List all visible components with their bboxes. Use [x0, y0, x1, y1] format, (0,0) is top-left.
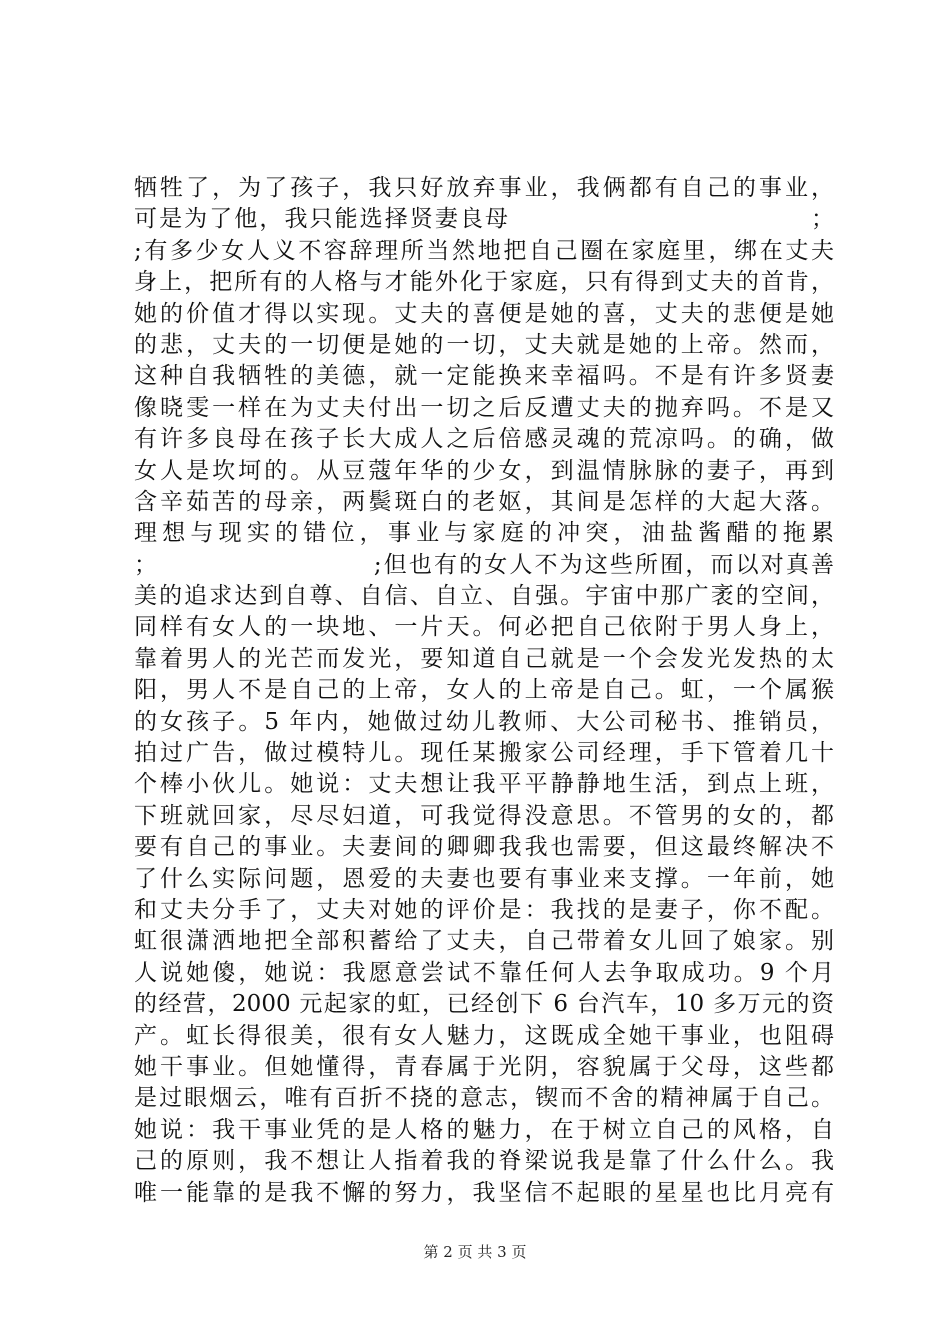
text-line: 她说：我干事业凭的是人格的魅力，在于树立自己的风格，自 [134, 1116, 834, 1143]
text-line: 身上，把所有的人格与才能外化于家庭，只有得到丈夫的首肯， [134, 269, 834, 296]
text-line: 拍过广告，做过模特儿。现任某搬家公司经理，手下管着几十 [134, 740, 834, 767]
text-line: 同样有女人的一块地、一片天。何必把自己依附于男人身上， [134, 614, 834, 641]
text-line: 要有自己的事业。夫妻间的卿卿我我也需要，但这最终解决不 [134, 834, 834, 861]
text-line: 个棒小伙儿。她说：丈夫想让我平平静静地生活，到点上班， [134, 771, 834, 798]
text-line: 含辛茹苦的母亲，两鬓斑白的老妪，其间是怎样的大起大落。 [134, 488, 834, 515]
text-line: 有许多良母在孩子长大成人之后倍感灵魂的荒凉吗。的确，做 [134, 426, 834, 453]
text-line: 产。虹长得很美，很有女人魅力，这既成全她干事业，也阻碍 [134, 1022, 834, 1049]
text-line: ;有多少女人义不容辞理所当然地把自己圈在家庭里，绑在丈夫 [134, 237, 834, 264]
text-line: 了什么实际问题，恩爱的夫妻也要有事业来支撑。一年前，她 [134, 865, 834, 892]
text-line: 虹很潇洒地把全部积蓄给了丈夫，自己带着女儿回了娘家。别 [134, 928, 834, 955]
text-line: 是过眼烟云，唯有百折不挠的意志，锲而不舍的精神属于自己。 [134, 1085, 834, 1112]
text-line: 和丈夫分手了，丈夫对她的评价是：我找的是妻子，你不配。 [134, 896, 834, 923]
text-line: 她的价值才得以实现。丈夫的喜便是她的喜，丈夫的悲便是她 [134, 300, 834, 327]
text-line: 靠着男人的光芒而发光，要知道自己就是一个会发光发热的太 [134, 645, 834, 672]
text-line: 可是为了他，我只能选择贤妻良母 ； [134, 206, 834, 233]
page-footer [0, 1241, 950, 1262]
body-text [134, 173, 834, 1209]
text-line: ； ;但也有的女人不为这些所囿，而以对真善 [134, 551, 834, 578]
text-line: 牺牲了，为了孩子，我只好放弃事业，我俩都有自己的事业， [134, 175, 834, 201]
text-line: 阳，男人不是自己的上帝，女人的上帝是自己。虹，一个属猴 [134, 677, 834, 704]
text-line: 己的原则，我不想让人指着我的脊梁说我是靠了什么什么。我 [134, 1148, 834, 1175]
text-line: 下班就回家，尽尽妇道，可我觉得没意思。不管男的女的，都 [134, 802, 834, 829]
text-line: 唯一能靠的是我不懈的努力，我坚信不起眼的星星也比月亮有 [134, 1179, 834, 1206]
text-line: 理想与现实的错位，事业与家庭的冲突，油盐酱醋的拖累 [134, 520, 834, 547]
text-line: 的悲，丈夫的一切便是她的一切，丈夫就是她的上帝。然而， [134, 331, 834, 358]
text-line: 她干事业。但她懂得，青春属于光阴，容貌属于父母，这些都 [134, 1053, 834, 1080]
text-line: 像晓雯一样在为丈夫付出一切之后反遭丈夫的抛弃吗。不是又 [134, 394, 834, 421]
page-number-label: 第 2 页 共 3 页 [423, 1243, 527, 1261]
text-line: 的经营，2000 元起家的虹，已经创下 6 台汽车，10 多万元的资 [134, 991, 834, 1018]
text-line: 的女孩子。5 年内，她做过幼儿教师、大公司秘书、推销员， [134, 708, 834, 735]
text-line: 人说她傻，她说：我愿意尝试不靠任何人去争取成功。9 个月 [134, 959, 834, 986]
text-line: 女人是坎坷的。从豆蔻年华的少女，到温情脉脉的妻子，再到 [134, 457, 834, 484]
text-line: 这种自我牺牲的美德，就一定能换来幸福吗。不是有许多贤妻 [134, 363, 834, 390]
text-line: 美的追求达到自尊、自信、自立、自强。宇宙中那广袤的空间， [134, 583, 834, 610]
